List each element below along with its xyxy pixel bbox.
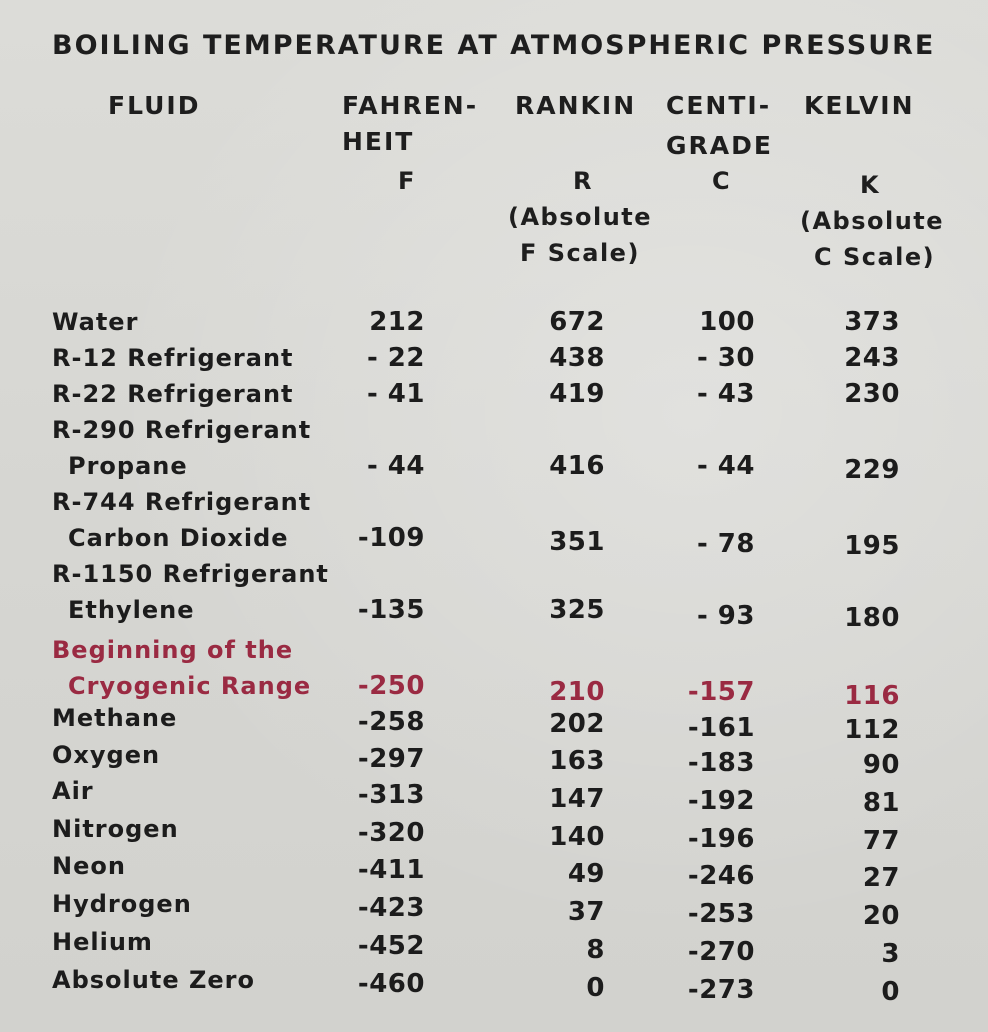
fluid-name: Neon — [52, 852, 126, 880]
kelvin-value: 20 — [862, 901, 900, 931]
centigrade-value: - 30 — [696, 343, 755, 373]
fahrenheit-value: -313 — [357, 780, 425, 810]
rankin-value: 202 — [549, 709, 605, 739]
rankin-value: 0 — [586, 973, 605, 1003]
table-title: BOILING TEMPERATURE AT ATMOSPHERIC PRESSURE — [52, 30, 936, 61]
table-row — [0, 304, 988, 340]
header-fahrenheit-line2: HEIT — [342, 127, 415, 156]
fahrenheit-value: -423 — [357, 893, 425, 923]
centigrade-value: 100 — [699, 307, 755, 337]
rankin-value: 163 — [549, 746, 605, 776]
kelvin-value: 195 — [844, 531, 900, 561]
header-kelvin-note2: C Scale) — [814, 243, 936, 271]
header-fluid: FLUID — [108, 91, 201, 120]
fahrenheit-value: -460 — [357, 969, 425, 999]
table-row — [0, 448, 988, 484]
fahrenheit-value: -258 — [357, 707, 425, 737]
fluid-name: Helium — [52, 928, 153, 956]
kelvin-value: 77 — [862, 826, 900, 856]
header-rankin-note1: (Absolute — [508, 203, 653, 231]
fahrenheit-value: -320 — [357, 818, 425, 848]
fahrenheit-value: -135 — [357, 595, 425, 625]
fahrenheit-value: 212 — [369, 307, 425, 337]
rankin-value: 8 — [586, 935, 605, 965]
table-row — [0, 924, 988, 969]
header-kelvin: KELVIN — [804, 91, 915, 120]
centigrade-value: - 44 — [696, 451, 755, 481]
centigrade-value: -192 — [687, 786, 755, 816]
table-row — [0, 340, 988, 376]
fluid-name: Ethylene — [68, 596, 195, 624]
fahrenheit-value: - 41 — [366, 379, 425, 409]
table-row — [0, 376, 988, 412]
kelvin-value: 0 — [881, 977, 900, 1007]
fluid-name: Carbon Dioxide — [68, 524, 289, 552]
header-centigrade-unit: C — [712, 167, 732, 195]
table-row — [0, 700, 988, 745]
fluid-name: R-744 Refrigerant — [52, 488, 312, 516]
centigrade-value: - 93 — [696, 601, 755, 631]
rankin-value: 49 — [567, 859, 605, 889]
fahrenheit-value: -452 — [357, 931, 425, 961]
fluid-name: R-12 Refrigerant — [52, 344, 294, 372]
header-fahrenheit-line1: FAHREN- — [342, 91, 479, 120]
fluid-name: Oxygen — [52, 741, 161, 769]
fluid-name: Absolute Zero — [52, 966, 255, 994]
rankin-value: 325 — [549, 595, 605, 625]
fluid-name: R-22 Refrigerant — [52, 380, 294, 408]
rankin-value: 416 — [549, 451, 605, 481]
rankin-value: 210 — [549, 677, 605, 707]
centigrade-value: -157 — [687, 677, 755, 707]
header-rankin-unit: R — [573, 167, 593, 195]
kelvin-value: 230 — [844, 379, 900, 409]
centigrade-value: -246 — [687, 861, 755, 891]
fluid-name: Nitrogen — [52, 815, 179, 843]
fahrenheit-value: -250 — [357, 671, 425, 701]
centigrade-value: -253 — [687, 899, 755, 929]
kelvin-value: 229 — [844, 455, 900, 485]
centigrade-value: -270 — [687, 937, 755, 967]
table-row — [0, 520, 988, 561]
kelvin-value: 81 — [862, 788, 900, 818]
table-row — [0, 886, 988, 931]
fluid-name: Hydrogen — [52, 890, 192, 918]
table-row — [0, 811, 988, 856]
kelvin-value: 373 — [844, 307, 900, 337]
table-row — [0, 592, 988, 633]
kelvin-value: 180 — [844, 603, 900, 633]
centigrade-value: - 78 — [696, 529, 755, 559]
rankin-value: 147 — [549, 784, 605, 814]
fluid-name: R-1150 Refrigerant — [52, 560, 329, 588]
header-centigrade-line2: GRADE — [666, 131, 773, 160]
table-row — [0, 848, 988, 893]
kelvin-value: 27 — [862, 863, 900, 893]
fluid-name: Air — [52, 777, 94, 805]
fluid-name: Methane — [52, 704, 178, 732]
table-row — [0, 668, 988, 711]
fluid-name: Cryogenic Range — [68, 672, 312, 700]
fluid-name: Propane — [68, 452, 188, 480]
header-rankin: RANKIN — [515, 91, 637, 120]
fluid-name: Beginning of the — [52, 636, 294, 664]
kelvin-value: 3 — [881, 939, 900, 969]
table-row — [0, 484, 988, 520]
rankin-value: 37 — [567, 897, 605, 927]
fahrenheit-value: -297 — [357, 744, 425, 774]
centigrade-value: -196 — [687, 824, 755, 854]
header-rankin-note2: F Scale) — [520, 239, 640, 267]
kelvin-value: 112 — [844, 715, 900, 745]
rankin-value: 140 — [549, 822, 605, 852]
table-row — [0, 412, 988, 448]
rankin-value: 351 — [549, 527, 605, 557]
fluid-name: Water — [52, 308, 139, 336]
header-kelvin-unit: K — [860, 171, 881, 199]
rankin-value: 672 — [549, 307, 605, 337]
centigrade-value: -161 — [687, 713, 755, 743]
centigrade-value: -183 — [687, 748, 755, 778]
fahrenheit-value: -411 — [357, 855, 425, 885]
table-row — [0, 632, 988, 668]
header-kelvin-note1: (Absolute — [800, 207, 945, 235]
kelvin-value: 116 — [844, 681, 900, 711]
rankin-value: 419 — [549, 379, 605, 409]
table-row — [0, 737, 988, 780]
centigrade-value: -273 — [687, 975, 755, 1005]
header-centigrade-line1: CENTI- — [666, 91, 772, 120]
table-row — [0, 962, 988, 1007]
centigrade-value: - 43 — [696, 379, 755, 409]
fahrenheit-value: - 44 — [366, 451, 425, 481]
kelvin-value: 243 — [844, 343, 900, 373]
fahrenheit-value: - 22 — [366, 343, 425, 373]
table-row — [0, 556, 988, 592]
fahrenheit-value: -109 — [357, 523, 425, 553]
kelvin-value: 90 — [862, 750, 900, 780]
rankin-value: 438 — [549, 343, 605, 373]
header-fahrenheit-unit: F — [398, 167, 416, 195]
fluid-name: R-290 Refrigerant — [52, 416, 312, 444]
table-row — [0, 773, 988, 818]
